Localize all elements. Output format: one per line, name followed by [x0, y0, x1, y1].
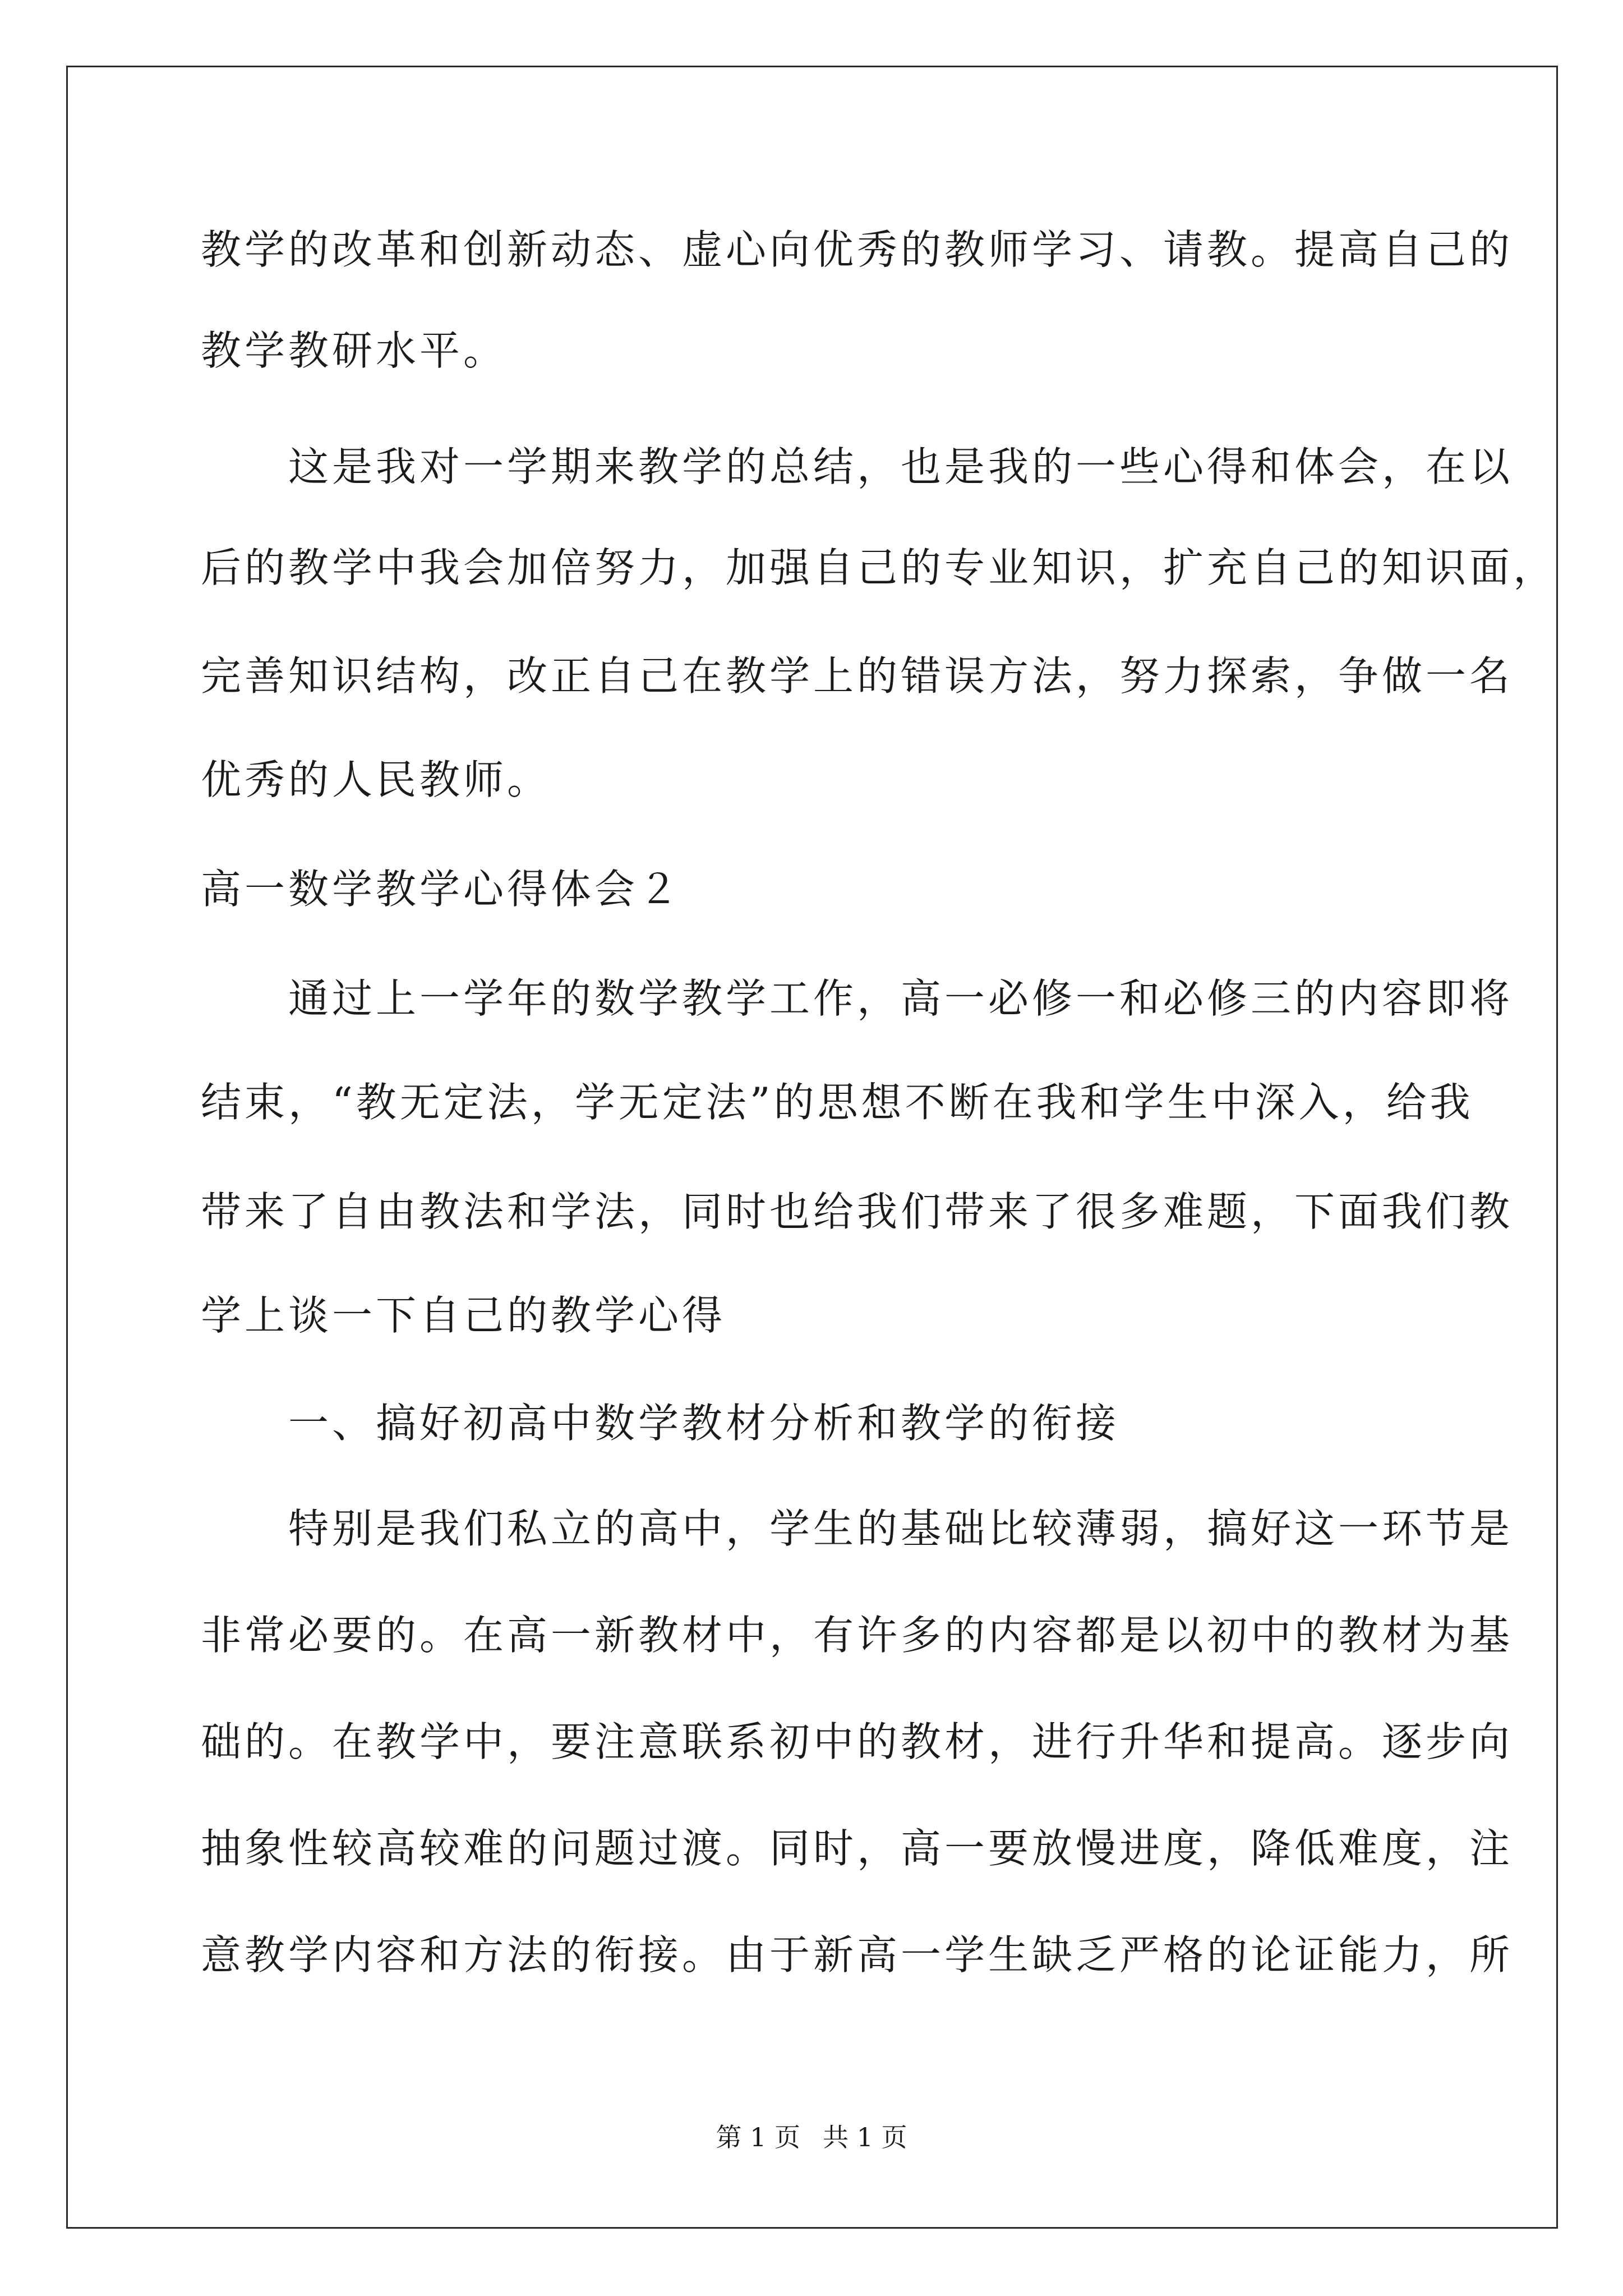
page-footer: [0, 2120, 1623, 2154]
text-line: 抽象性较高较难的问题过渡。同时，高一要放慢进度，降低难度，注: [201, 1825, 1514, 1872]
text-line: 教学的改革和创新动态、虚心向优秀的教师学习、请教。提高自己的: [201, 226, 1514, 273]
text-line: 完善知识结构，改正自己在教学上的错误方法，努力探索，争做一名: [201, 652, 1514, 700]
text-line: 意教学内容和方法的衔接。由于新高一学生缺乏严格的论证能力，所: [201, 1931, 1514, 1978]
page-total: 共 1 页: [823, 2122, 907, 2152]
text-line: 一、搞好初高中数学教材分析和教学的衔接: [201, 1400, 1120, 1447]
text-line: 带来了自由教法和学法，同时也给我们带来了很多难题，下面我们教: [201, 1188, 1514, 1235]
text-line: 通过上一学年的数学教学工作，高一必修一和必修三的内容即将: [201, 975, 1514, 1022]
section-heading: 高一数学教学心得体会２: [201, 866, 683, 913]
text-line: 这是我对一学期来教学的总结，也是我的一些心得和体会，在以: [201, 443, 1514, 490]
text-line: 非常必要的。在高一新教材中，有许多的内容都是以初中的教材为基: [201, 1612, 1514, 1659]
text-line: 后的教学中我会加倍努力，加强自己的专业知识，扩充自己的知识面，: [201, 544, 1557, 591]
page-border: [66, 66, 1558, 2229]
text-line: 础的。在教学中，要注意联系初中的教材，进行升华和提高。逐步向: [201, 1718, 1514, 1765]
text-line: 教学教研水平。: [201, 327, 508, 374]
page-number: 第 1 页: [716, 2122, 800, 2152]
text-line: 学上谈一下自己的教学心得: [201, 1292, 726, 1339]
text-line: 特别是我们私立的高中，学生的基础比较薄弱，搞好这一环节是: [201, 1505, 1514, 1552]
text-line: 优秀的人民教师。: [201, 756, 551, 803]
text-line: 结束，“教无定法，学无定法”的思想不断在我和学生中深入，给我: [201, 1079, 1474, 1126]
